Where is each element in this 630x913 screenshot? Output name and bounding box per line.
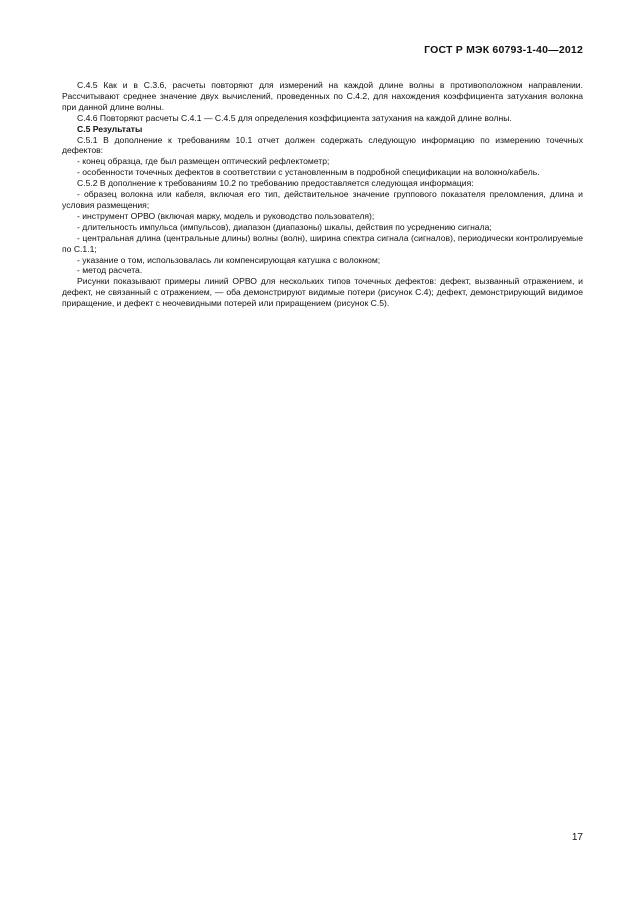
document-header: ГОСТ Р МЭК 60793-1-40—2012 — [424, 44, 583, 56]
list-item: - особенности точечных дефектов в соответствии с установленным в подробной спецификации на волокно/кабель. — [77, 167, 540, 178]
list-item: - центральная длина (центральные длины) волны (волн), ширина спектра сигнала (сигналов), периодически контролируемые по C.1.1; — [62, 232, 583, 254]
paragraph-c-5-1: C.5.1 В дополнение к требованиям 10.1 отчет должен содержать следующую информацию по измерению точечных дефектов: — [62, 134, 583, 156]
paragraph-c-5-2: C.5.2 В дополнение к требованиям 10.2 по требованию предоставляется следующая информация: — [77, 178, 474, 189]
list-item: - конец образца, где был размещен оптический рефлектометр; — [77, 156, 330, 167]
list-item: - указание о том, использовалась ли компенсирующая катушка с волокном; — [77, 254, 381, 265]
list-item: - длительность импульса (импульсов), диапазон (диапазоны) шкалы, действия по усреднению сигнала; — [77, 221, 492, 232]
section-heading-c-5: C.5 Результаты — [77, 123, 143, 134]
document-body — [62, 80, 583, 309]
list-item: - образец волокна или кабеля, включая его тип, действительное значение группового показателя преломления, длина и условия размещения; — [62, 189, 583, 210]
list-item: - метод расчета. — [77, 265, 143, 276]
list-item: - инструмент ОРВО (включая марку, модель и руководство пользователя); — [77, 210, 375, 221]
paragraph-c-4-6: C.4.6 Повторяют расчеты C.4.1 — C.4.5 для определения коэффициента затухания на каждой длине волны. — [77, 112, 512, 123]
paragraph-c-4-5: C.4.5 Как и в C.3.6, расчеты повторяют для измерений на каждой длине волны в противоположном направлении. Рассчитывают среднее значение двух вычислений, проведенных по C.4.2, для нахождения коэффициента затухания волокна при данной длине волны. — [62, 80, 583, 112]
page-number: 17 — [571, 832, 583, 843]
paragraph-figures: Рисунки показывают примеры линий ОРВО для нескольких типов точечных дефектов: дефект, вызванный отражением, и дефект, не связанный с отражением, — оба демонстрируют видимые потери (рисунок C.4); дефект, демонстрирующий видимое приращение, и дефект с неочевидными потерей или приращением (рисунок C.5). — [62, 276, 583, 309]
